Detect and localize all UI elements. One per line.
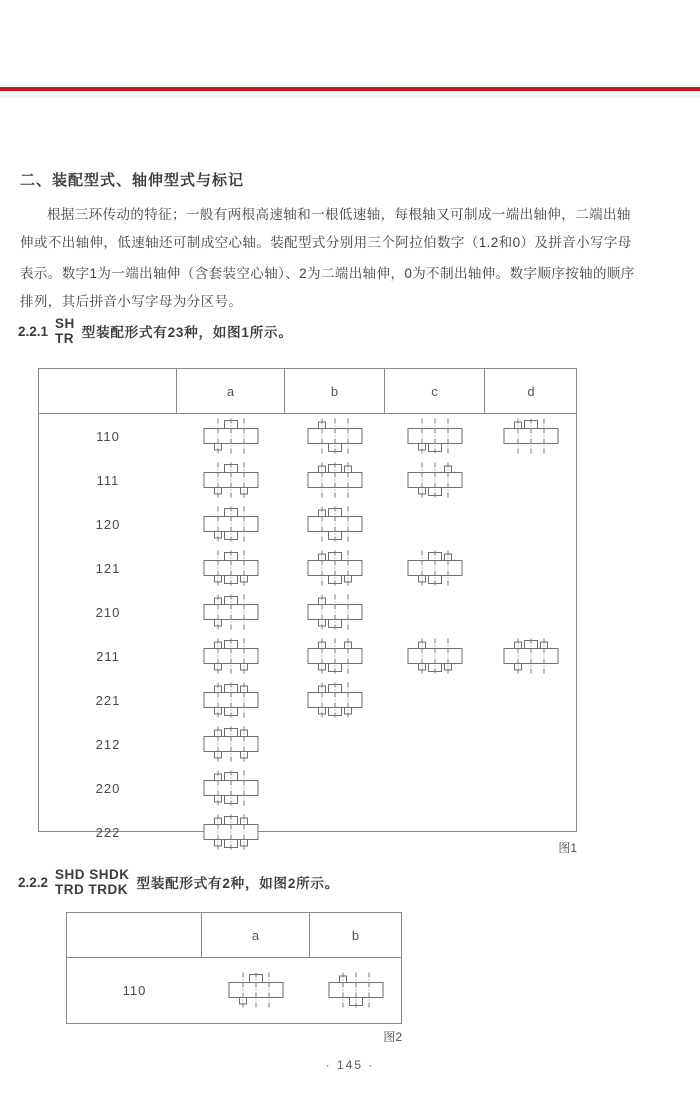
table-row-111	[39, 458, 577, 502]
row-label: 210	[95, 604, 121, 620]
table-row-121	[39, 546, 577, 590]
figure1-assembly-table	[38, 368, 577, 840]
drawing-cell-211-b	[285, 634, 385, 678]
row-label: 111	[96, 472, 120, 488]
drawing-cell-121-b	[285, 546, 385, 590]
subsection-number: 2.2.2	[18, 874, 49, 890]
assembly-drawing-211-b	[295, 634, 375, 678]
assembly-drawing-210-b	[295, 590, 375, 634]
row-label: 220	[95, 780, 121, 796]
row-label: 221	[95, 692, 121, 708]
drawing-cell-221-d	[485, 678, 577, 722]
drawing-cell-221-a	[177, 678, 285, 722]
assembly-drawing-121-c	[395, 546, 475, 590]
assembly-drawing-210-a	[191, 590, 271, 634]
table-row-120	[39, 502, 577, 546]
section-heading: 二、装配型式、轴伸型式与标记	[20, 172, 245, 189]
table-header-row	[67, 913, 401, 958]
drawing-cell-220-b	[285, 766, 385, 810]
drawing-cell-110-a	[202, 958, 310, 1022]
assembly-drawing-111-c	[395, 458, 475, 502]
assembly-drawing-221-b	[295, 678, 375, 722]
drawing-cell-121-d	[485, 546, 577, 590]
drawing-cell-212-b	[285, 722, 385, 766]
assembly-drawing-120-b	[295, 502, 375, 546]
row-label: 222	[95, 824, 121, 840]
drawing-cell-121-a	[177, 546, 285, 590]
header-cell-a: a	[177, 369, 285, 413]
row-label: 110	[122, 982, 147, 998]
table-body	[67, 958, 401, 1022]
header-cell-b: b	[285, 369, 385, 413]
drawing-cell-212-d	[485, 722, 577, 766]
drawing-cell-210-a	[177, 590, 285, 634]
assembly-drawing-121-a	[191, 546, 271, 590]
header-cell-a: a	[202, 913, 310, 957]
assembly-drawing-120-a	[191, 502, 271, 546]
row-label: 120	[95, 516, 121, 532]
figure2-assembly-table	[66, 912, 402, 1024]
drawing-cell-211-a	[177, 634, 285, 678]
drawing-cell-212-a	[177, 722, 285, 766]
assembly-drawing-110-a	[216, 968, 296, 1012]
drawing-cell-210-d	[485, 590, 577, 634]
paragraph-line: 表示。数字1为一端出轴伸（含套装空心轴）、2为二端出轴伸，0为不制出轴伸。数字顺序按轴的顺序	[20, 266, 635, 281]
drawing-cell-120-d	[485, 502, 577, 546]
subsection-text: 型装配形式有2种，如图2所示。	[136, 876, 340, 891]
drawing-cell-110-b	[310, 958, 401, 1022]
figure1-caption: 图1	[558, 841, 577, 855]
drawing-cell-120-b	[285, 502, 385, 546]
assembly-drawing-110-d	[491, 414, 571, 458]
drawing-cell-111-d	[485, 458, 577, 502]
paragraph-line: 伸或不出轴伸，低速轴还可制成空心轴。装配型式分别用三个阿拉伯数字（1.2和0）及拼音小写字母	[20, 235, 632, 250]
assembly-drawing-121-b	[295, 546, 375, 590]
assembly-drawing-211-a	[191, 634, 271, 678]
paragraph-line: 根据三环传动的特征；一般有两根高速轴和一根低速轴，每根轴又可制成一端出轴伸，二端出轴	[47, 207, 631, 222]
paragraph-line: 排列，其后拼音小写字母为分区号。	[20, 294, 243, 309]
drawing-cell-121-c	[385, 546, 485, 590]
drawing-cell-111-a	[177, 458, 285, 502]
assembly-drawing-110-a	[191, 414, 271, 458]
drawing-cell-220-d	[485, 766, 577, 810]
row-label: 121	[95, 560, 121, 576]
row-label: 211	[96, 648, 120, 664]
drawing-cell-110-b	[285, 414, 385, 458]
table-row-211	[39, 634, 577, 678]
drawing-cell-111-b	[285, 458, 385, 502]
subsection-2-2-2	[18, 860, 339, 904]
drawing-cell-120-a	[177, 502, 285, 546]
assembly-drawing-211-c	[395, 634, 475, 678]
series-code-stack	[55, 867, 130, 897]
drawing-cell-110-d	[485, 414, 577, 458]
drawing-cell-220-a	[177, 766, 285, 810]
drawing-cell-211-d	[485, 634, 577, 678]
series-code-top: SH	[55, 316, 75, 331]
series-code-bottom: TRD TRDK	[55, 882, 129, 897]
table-header-row	[39, 369, 576, 414]
assembly-drawing-110-b	[316, 968, 396, 1012]
assembly-drawing-110-b	[295, 414, 375, 458]
assembly-drawing-111-b	[295, 458, 375, 502]
assembly-drawing-211-d	[491, 634, 571, 678]
drawing-cell-111-c	[385, 458, 485, 502]
table-row-220	[39, 766, 577, 810]
header-cell-c: c	[385, 369, 485, 413]
assembly-drawing-221-a	[191, 678, 271, 722]
table-row-221	[39, 678, 577, 722]
series-code-bottom: TR	[55, 331, 75, 346]
series-code-top: SHD SHDK	[55, 867, 130, 882]
row-label: 110	[96, 428, 120, 444]
header-cell-blank	[39, 369, 177, 413]
drawing-cell-221-c	[385, 678, 485, 722]
drawing-cell-220-c	[385, 766, 485, 810]
table-row-212	[39, 722, 577, 766]
header-cell-b: b	[351, 927, 360, 943]
drawing-cell-211-c	[385, 634, 485, 678]
table-row-210	[39, 590, 577, 634]
subsection-number: 2.2.1	[18, 323, 49, 339]
figure2-caption: 图2	[383, 1030, 402, 1044]
table-row-110	[67, 958, 401, 1022]
drawing-cell-221-b	[285, 678, 385, 722]
top-red-rule	[0, 87, 700, 91]
drawing-cell-120-c	[385, 502, 485, 546]
subsection-2-2-1	[18, 308, 293, 354]
assembly-drawing-111-a	[191, 458, 271, 502]
drawing-cell-110-c	[385, 414, 485, 458]
header-cell-d: d	[527, 383, 535, 399]
series-code-stack	[55, 316, 75, 346]
row-label: 212	[95, 736, 121, 752]
drawing-cell-212-c	[385, 722, 485, 766]
assembly-drawing-110-c	[395, 414, 475, 458]
drawing-cell-210-c	[385, 590, 485, 634]
assembly-drawing-212-a	[191, 722, 271, 766]
drawing-cell-210-b	[285, 590, 385, 634]
table-body	[39, 414, 576, 840]
page-number: · 145 ·	[325, 1058, 375, 1072]
assembly-drawing-220-a	[191, 766, 271, 810]
header-cell-blank	[67, 913, 202, 957]
table-row-110	[39, 414, 577, 458]
subsection-text: 型装配形式有23种，如图1所示。	[81, 325, 293, 340]
drawing-cell-110-a	[177, 414, 285, 458]
